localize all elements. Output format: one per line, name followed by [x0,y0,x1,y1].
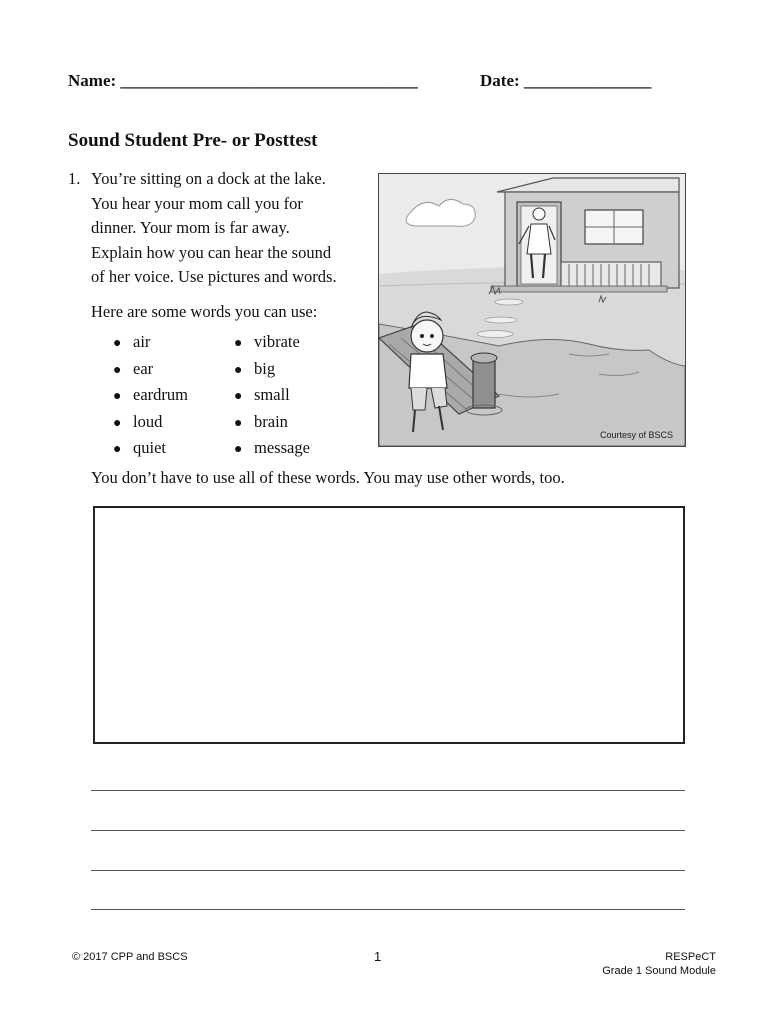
question-number: 1. [68,169,81,188]
page-title: Sound Student Pre- or Posttest [68,130,318,151]
word-bank-item: ● brain [234,410,310,437]
word-bank-item: ● ear [113,357,188,384]
name-field-label: Name: ___________________________________ [68,71,418,90]
bullet-icon: ● [234,336,243,351]
question-prompt [91,167,376,290]
bullet-icon: ● [234,389,243,404]
word-bank-item: ● vibrate [234,330,310,357]
word-bank-item: ● big [234,357,310,384]
page-number: 1 [374,949,382,964]
lake-dock-illustration [378,173,686,447]
footer-copyright: © 2017 CPP and BSCS [72,951,188,963]
answer-line[interactable] [91,909,685,910]
lake-scene-art [379,174,685,446]
word-bank-intro: Here are some words you can use: [91,302,318,321]
word-bank-item: ● air [113,330,188,357]
word-bank-item: ● eardrum [113,383,188,410]
bullet-icon: ● [113,336,122,351]
bullet-icon: ● [113,362,122,378]
word-bank-item: ● small [234,383,310,410]
prompt-line: of her voice. Use pictures and words. [91,267,337,286]
prompt-line: You hear your mom call you for [91,193,303,213]
word-bank-item: ● message [234,436,310,463]
bullet-icon: ● [234,415,243,431]
bullet-icon: ● [113,389,122,404]
bullet-icon: ● [234,362,243,378]
footer-program: RESPeCT [665,951,716,963]
bullet-icon: ● [234,442,243,457]
word-bank-column-2 [234,330,310,463]
footer-module: Grade 1 Sound Module [602,965,716,977]
drawing-answer-box[interactable] [93,506,685,744]
question-note: You don’t have to use all of these words. You may use other words, too. [91,468,565,487]
answer-line[interactable] [91,870,685,871]
prompt-line: You’re sitting on a dock at the lake. [91,169,326,188]
bullet-icon: ● [113,415,122,431]
answer-line[interactable] [91,830,685,831]
word-bank-column-1 [113,330,188,463]
word-bank-item: ● quiet [113,436,188,463]
prompt-line: dinner. Your mom is far away. [91,218,290,237]
illustration-credit: Courtesy of BSCS [599,430,673,440]
word-bank-item: ● loud [113,410,188,437]
prompt-line: Explain how you can hear the sound [91,242,332,262]
date-field-label: Date: _______________ [480,71,652,90]
bullet-icon: ● [113,442,122,457]
answer-line[interactable] [91,790,685,791]
